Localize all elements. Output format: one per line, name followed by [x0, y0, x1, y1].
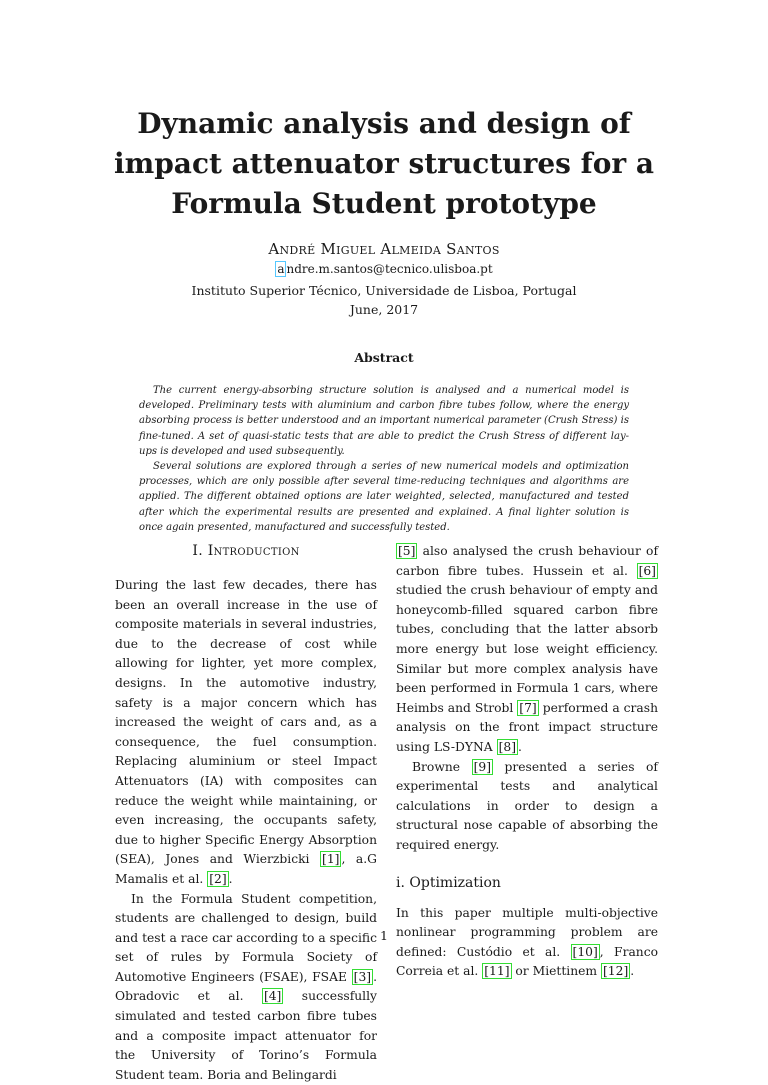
institution: Instituto Superior Técnico, Universidade de Lisboa, Portugal — [0, 283, 768, 298]
paragraph-text: studied the crush behaviour of empty and honeycomb-filled squared carbon fibre tubes, concluding that the latter absorb more energy but lose weight efficiency. Similar but more complex analysis have been performed in Formula 1 cars, where Heimbs and Strobl — [396, 583, 658, 715]
page-number: 1 — [0, 928, 768, 943]
paragraph-text: . — [229, 872, 233, 886]
left-column — [115, 540, 377, 1085]
abstract-paragraph-1: The current energy-absorbing structure solution is analysed and a numerical model is developed. Preliminary tests with aluminium and carbon fibre tubes follow, where the energy absorbing process is better understood and an important numerical parameter (Crush Stress) is fine-tuned. A set of quasi-static tests that are able to predict the Crush Stress of different lay-ups is developed and used subsequently. — [139, 383, 629, 459]
citation-link[interactable]: [2] — [207, 871, 228, 887]
paragraph — [396, 758, 658, 856]
author-email[interactable] — [0, 262, 768, 276]
abstract — [139, 383, 629, 535]
citation-link[interactable]: [7] — [517, 700, 538, 716]
abstract-heading: Abstract — [0, 350, 768, 365]
paragraph-text: performed a crash analysis on the front impact structure using LS-DYNA — [396, 701, 658, 754]
citation-link[interactable]: [9] — [472, 759, 493, 775]
paragraph-text: , a.G Mamalis et al. — [115, 852, 377, 886]
paragraph-text: also analysed the crush behaviour of carbon fibre tubes. Hussein et al. — [396, 544, 658, 578]
citation-link[interactable]: [12] — [601, 963, 630, 979]
right-column — [396, 542, 658, 982]
citation-link[interactable]: [4] — [262, 988, 283, 1004]
paragraph-text: During the last few decades, there has been an overall increase in the use of composite materials in several industries, due to the decrease of cost while allowing for lighter, yet more complex, designs. In the automotive industry, safety is a major concern which has increased the weight of cars and, as a consequence, the fuel consumption. Replacing aluminium or steel Impact Attenuators (IA) with composites can reduce the weight while maintaining, or even increasing, the occupants safety, due to higher Specific Energy Absorption (SEA), Jones and Wierzbicki — [115, 578, 377, 866]
email-text[interactable]: ndre.m.santos@tecnico.ulisboa.pt — [286, 262, 492, 276]
paragraph-text: , Franco Correia et al. — [396, 945, 658, 979]
email-link-highlight[interactable]: a — [275, 261, 286, 277]
citation-link[interactable]: [1] — [320, 851, 341, 867]
citation-link[interactable]: [3] — [352, 969, 373, 985]
paragraph-text: . Obradovic et al. — [115, 970, 377, 1004]
abstract-paragraph-2: Several solutions are explored through a series of new numerical models and optimization processes, which are only possible after several time-reducing techniques and algorithms are applied. The different obtained options are later weighted, selected, manufactured and tested after which the experimental results are presented and explained. A final lighter solution is once again presented, manufactured and successfully tested. — [139, 459, 629, 535]
paragraph — [396, 542, 658, 758]
paragraph — [115, 576, 377, 890]
subsection-heading-optimization: i. Optimization — [396, 872, 658, 894]
citation-link[interactable]: [6] — [637, 563, 658, 579]
section-heading-introduction: I. Introduction — [115, 540, 377, 562]
paragraph-text: In this paper multiple multi-objective nonlinear programming problem are defined: Custódio et al. — [396, 906, 658, 959]
citation-link[interactable]: [11] — [482, 963, 511, 979]
paper-title: Dynamic analysis and design of impact attenuator structures for a Formula Student prototype — [100, 104, 668, 224]
paragraph-text: . — [630, 964, 634, 978]
paragraph-text: . — [518, 740, 522, 754]
citation-link[interactable]: [10] — [571, 944, 600, 960]
paragraph — [115, 890, 377, 1085]
citation-link[interactable]: [8] — [497, 739, 518, 755]
citation-link[interactable]: [5] — [396, 543, 417, 559]
author-name: André Miguel Almeida Santos — [0, 240, 768, 258]
paragraph-text: presented a series of experimental tests and analytical calculations in order to design a structural nose capable of absorbing the required energy. — [396, 760, 658, 852]
paragraph-text: successfully simulated and tested carbon fibre tubes and a composite impact attenuator for the University of Torino’s Formula Student team. Boria and Belingardi — [115, 989, 377, 1081]
date: June, 2017 — [0, 302, 768, 317]
paragraph-text: In the Formula Student competition, students are challenged to design, build and test a race car according to a specific set of rules by Formula Society of Automotive Engineers (FSAE), FSAE — [115, 892, 377, 984]
paragraph-text: Browne — [412, 760, 460, 774]
paragraph-text: or Miettinem — [512, 964, 598, 978]
